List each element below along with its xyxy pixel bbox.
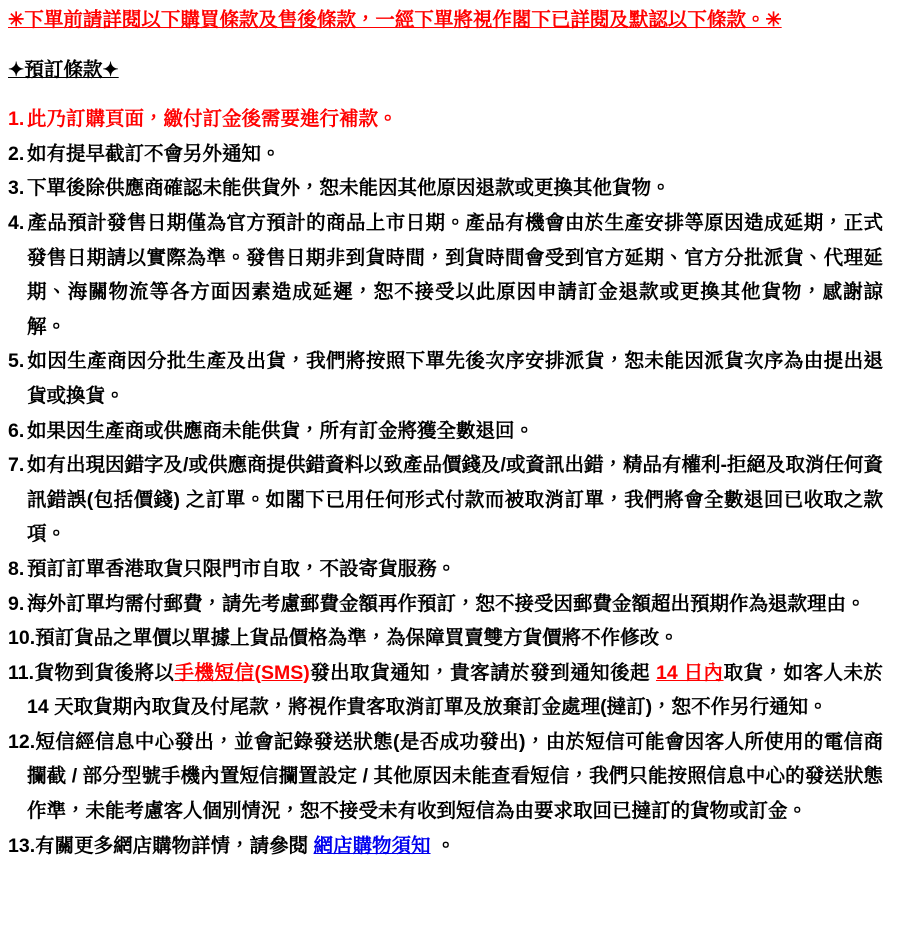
section-title: ✦預訂條款✦	[8, 58, 119, 81]
term-number: 10.	[8, 627, 36, 650]
pickup-deadline-highlight: 14 日內	[655, 661, 724, 684]
term-item-3	[0, 171, 883, 206]
term-number: 2.	[8, 142, 25, 165]
term-text: 此乃訂購頁面，繳付訂金後需要進行補款。	[27, 108, 398, 131]
term-text: 產品預計發售日期僅為官方預計的商品上市日期。產品有機會由於生產安排等原因造成延期，正式發售日期請以實際為準。發售日期非到貨時間，到貨時間會受到官方延期、官方分批派貨、代理延期、海關物流等各方面因素造成延遲，恕不接受以此原因申請訂金退款或更換其他貨物，感謝諒解。	[27, 211, 883, 338]
term-item-6	[0, 414, 883, 449]
term-number: 9.	[8, 592, 25, 615]
store-shopping-notice-link[interactable]: 網店購物須知	[313, 834, 431, 857]
term-text: 預訂訂單香港取貨只限門市自取，不設寄貨服務。	[27, 557, 457, 580]
term-text: 貨物到貨後將以	[34, 661, 175, 684]
term-number: 12.	[8, 730, 36, 753]
term-number: 6.	[8, 419, 25, 442]
term-number: 13.	[8, 834, 36, 857]
term-number: 11.	[8, 661, 35, 684]
term-number: 3.	[8, 177, 25, 200]
term-item-2	[0, 137, 883, 172]
sms-notice-highlight: 手機短信(SMS)	[174, 661, 310, 684]
term-text: 預訂貨品之單價以單據上貨品價格為準，為保障買賣雙方貨價將不作修改。	[35, 627, 679, 650]
term-item-12	[0, 725, 883, 829]
term-text: 海外訂單均需付郵費，請先考慮郵費金額再作預訂，恕不接受因郵費金額超出預期作為退款理由。	[27, 592, 866, 615]
term-item-10	[0, 621, 883, 656]
term-text: 取貨，如客人未於 14 天取貨期內取貨及付尾款，將視作貴客取消訂單及放棄訂金處理(撻訂)，恕不作另行通知。	[27, 661, 884, 719]
header-notice: ✳下單前請詳閱以下購買條款及售後條款，一經下單將視作閣下已詳閱及默認以下條款。✳	[8, 9, 782, 31]
term-item-13	[0, 829, 883, 864]
term-text: 發出取貨通知，貴客請於發到通知後起	[309, 661, 656, 684]
terms-list	[0, 102, 883, 863]
term-item-11	[0, 656, 883, 725]
term-text: 如果因生產商或供應商未能供貨，所有訂金將獲全數退回。	[27, 419, 535, 442]
term-number: 7.	[8, 454, 25, 477]
term-item-7	[0, 448, 883, 552]
term-text: 下單後除供應商確認未能供貨外，恕未能因其他原因退款或更換其他貨物。	[27, 177, 671, 200]
term-text: 如因生產商因分批生產及出貨，我們將按照下單先後次序安排派貨，恕未能因派貨次序為由提出退貨或換貨。	[27, 350, 883, 407]
term-text: 短信經信息中心發出，並會記錄發送狀態(是否成功發出)，由於短信可能會因客人所使用的電信商攔截 / 部分型號手機內置短信攔置設定 / 其他原因未能查看短信，我們只能按照信息中心的發送狀態作準，未能考慮客人個別情況，恕不接受未有收到短信為由要求取回已撻訂的貨物或訂金。	[27, 730, 883, 823]
term-item-4	[0, 206, 883, 344]
term-text: 有關更多網店購物詳情，請參閱	[35, 834, 314, 857]
term-item-9	[0, 587, 883, 622]
term-text: 如有出現因錯字及/或供應商提供錯資料以致產品價錢及/或資訊出錯，精品有權利-拒絕及取消任何資訊錯誤(包括價錢) 之訂單。如閣下已用任何形式付款而被取消訂單，我們將會全數退回已收取之款項。	[27, 454, 883, 546]
term-number: 1.	[8, 108, 25, 131]
term-text: 。	[430, 834, 456, 857]
term-number: 5.	[8, 350, 25, 373]
term-item-8	[0, 552, 883, 587]
term-text: 如有提早截訂不會另外通知。	[27, 142, 281, 165]
term-item-1	[0, 102, 883, 137]
term-number: 8.	[8, 557, 25, 580]
term-number: 4.	[8, 211, 25, 234]
term-item-5	[0, 344, 883, 413]
